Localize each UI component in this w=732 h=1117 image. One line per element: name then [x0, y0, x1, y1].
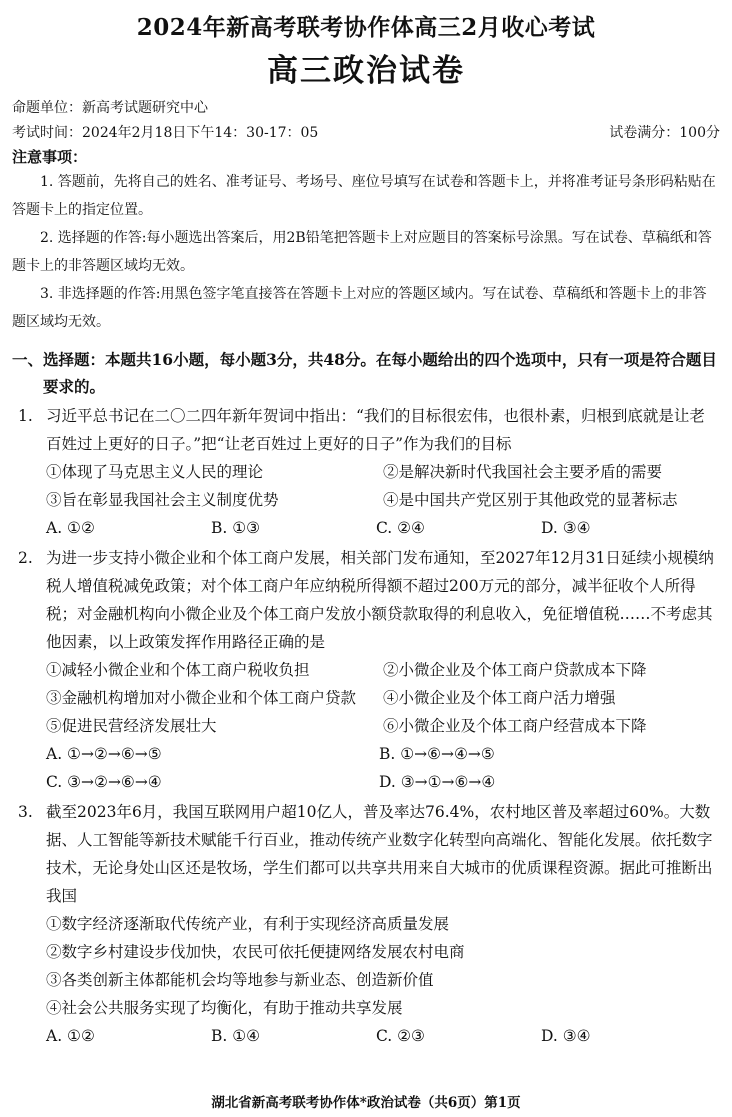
answer-choice: A. ①②: [46, 519, 95, 537]
exam-time: 考试时间：2024年2月18日下午14：30-17：05: [12, 125, 319, 141]
question-2: [12, 544, 720, 796]
exam-title: 2024年新高考联考协作体高三2月收心考试: [136, 14, 596, 41]
statement-option: ⑥小微企业及个体工商户经营成本下降: [383, 717, 647, 735]
answer-choice: A. ①→②→⑥→⑤: [46, 745, 162, 763]
question-number: 1.: [18, 407, 33, 425]
note-item: 2. 选择题的作答:每小题选出答案后，用2B铅笔把答题卡上对应题目的答案标号涂黑。写在试卷、草稿纸和答题卡上的非答题区域均无效。: [12, 230, 712, 274]
statement-option: ④是中国共产党区别于其他政党的显著标志: [383, 491, 678, 509]
page-footer: 湖北省新高考联考协作体*政治试卷（共6页）第1页: [211, 1095, 521, 1111]
exam-subtitle: 高三政治试卷: [267, 53, 465, 89]
statement-option: ①体现了马克思主义人民的理论: [46, 463, 264, 481]
author-line: 命题单位：新高考试题研究中心: [12, 100, 208, 116]
note-item: 1. 答题前，先将自己的姓名、准考证号、考场号、座位号填写在试卷和答题卡上，并将准考证号条形码粘贴在答题卡上的指定位置。: [12, 174, 716, 218]
question-stem: 截至2023年6月，我国互联网用户超10亿人，普及率达76.4%，农村地区普及率超过60%。大数据、人工智能等新技术赋能千行百业，推动传统产业数字化转型向高端化、智能化发展。依托数字技术，无论身处山区还是牧场，学生们都可以共享共用来自大城市的优质课程资源。据此可推断出我国: [46, 803, 713, 905]
statement-option: ③旨在彰显我国社会主义制度优势: [46, 491, 279, 509]
statement-option: ④社会公共服务实现了均衡化，有助于推动共享发展: [46, 999, 403, 1017]
notes-heading: 注意事项：: [12, 148, 88, 166]
answer-choice: C. ③→②→⑥→④: [46, 773, 162, 791]
statement-option: ③各类创新主体都能机会均等地参与新业态、创造新价值: [46, 971, 434, 989]
question-1: [12, 402, 720, 542]
statement-option: ③金融机构增加对小微企业和个体工商户贷款: [46, 689, 357, 707]
question-stem: 为进一步支持小微企业和个体工商户发展，相关部门发布通知，至2027年12月31日延续小规模纳税人增值税减免政策；对个体工商户年应纳税所得额不超过200万元的部分，减半征收个人所得税；对金融机构向小微企业及个体工商户发放小额贷款取得的利息收入，免征增值税……不考虑其他因素，以上政策发挥作用路径正确的是: [46, 549, 714, 651]
note-item: 3. 非选择题的作答:用黑色签字笔直接答在答题卡上对应的答题区域内。写在试卷、草稿纸和答题卡上的非答题区域均无效。: [12, 286, 707, 330]
answer-choice: D. ③→①→⑥→④: [379, 773, 496, 791]
answer-choice: C. ②③: [376, 1027, 425, 1045]
answer-choice: D. ③④: [541, 1027, 591, 1045]
statement-option: ①数字经济逐渐取代传统产业，有利于实现经济高质量发展: [46, 915, 450, 933]
answer-choice: C. ②④: [376, 519, 425, 537]
statement-option: ④小微企业及个体工商户活力增强: [383, 689, 616, 707]
time-score-line: [12, 121, 720, 146]
statement-option: ②小微企业及个体工商户贷款成本下降: [383, 661, 647, 679]
question-number: 3.: [18, 803, 33, 821]
question-stem: 习近平总书记在二〇二四年新年贺词中指出：“我们的目标很宏伟，也很朴素，归根到底就是让老百姓过上更好的日子。”把“让老百姓过上更好的日子”作为我们的目标: [46, 407, 705, 453]
answer-choice: A. ①②: [46, 1027, 95, 1045]
question-3: [12, 798, 720, 1050]
answer-choice: B. ①→⑥→④→⑤: [379, 745, 495, 763]
statement-option: ⑤促进民营经济发展壮大: [46, 717, 217, 735]
answer-choice: B. ①③: [211, 519, 261, 537]
section-heading: 一、选择题：本题共16小题，每小题3分，共48分。在每小题给出的四个选项中，只有一项是符合题目要求的。: [12, 350, 717, 396]
answer-choice: D. ③④: [541, 519, 591, 537]
exam-score: 试卷满分：100分: [609, 125, 720, 141]
statement-option: ②是解决新时代我国社会主要矛盾的需要: [383, 463, 663, 481]
statement-option: ①减轻小微企业和个体工商户税收负担: [46, 661, 310, 679]
answer-choice: B. ①④: [211, 1027, 261, 1045]
question-number: 2.: [18, 549, 33, 567]
statement-option: ②数字乡村建设步伐加快，农民可依托便捷网络发展农村电商: [46, 943, 465, 961]
